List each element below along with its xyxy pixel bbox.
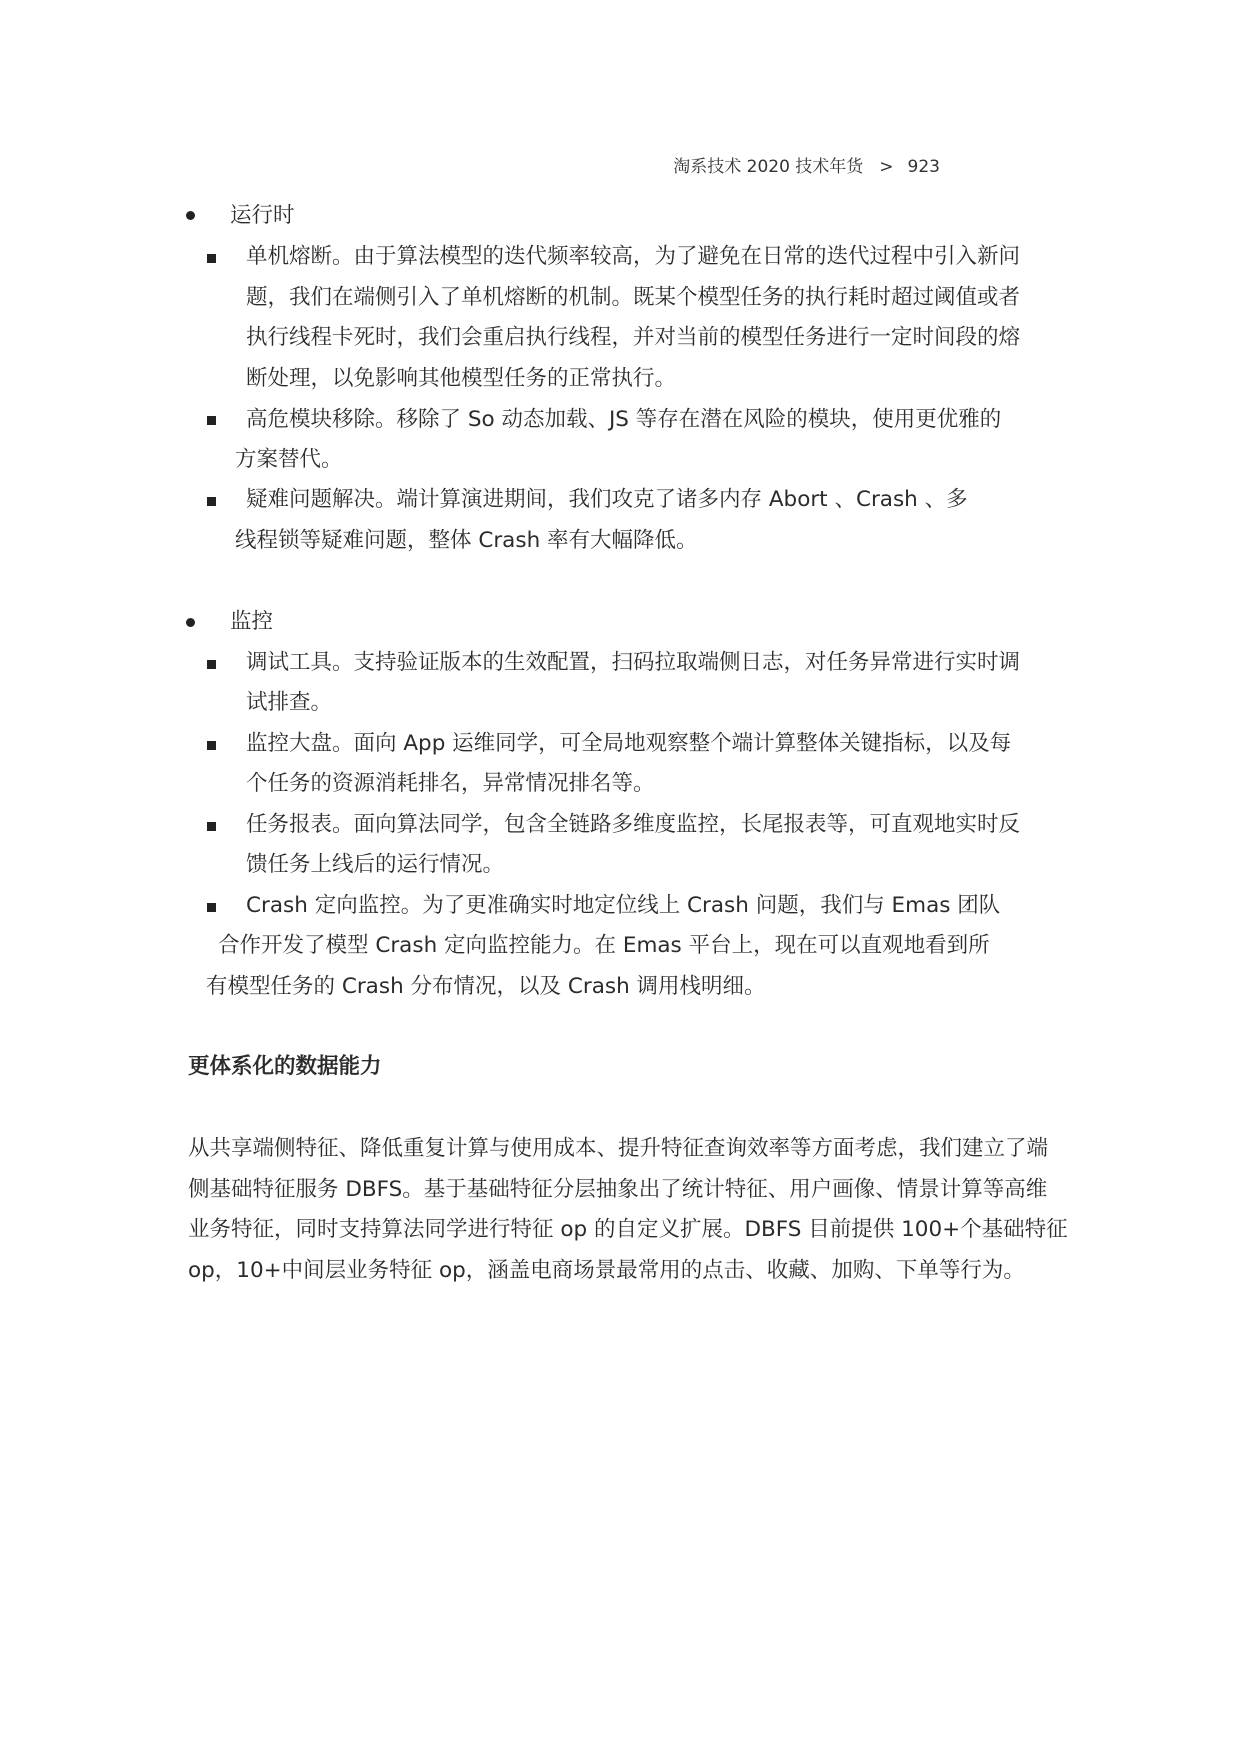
item-line: 调试工具。支持验证版本的生效配置，扫码拉取端侧日志，对任务异常进行实时调 xyxy=(246,650,1021,675)
item-line: 执行线程卡死时，我们会重启执行线程，并对当前的模型任务进行一定时间段的熔 xyxy=(246,325,1021,350)
page-header xyxy=(673,152,940,177)
item-line: 高危模块移除。移除了 So 动态加载、JS 等存在潜在风险的模块，使用更优雅的 xyxy=(246,407,1002,432)
bullet-dot xyxy=(186,211,195,220)
square-bullet xyxy=(207,497,216,506)
square-bullet xyxy=(207,254,216,263)
item-line: 方案替代。 xyxy=(235,447,343,472)
item-line: 馈任务上线后的运行情况。 xyxy=(246,852,505,877)
paragraph-line: 从共享端侧特征、降低重复计算与使用成本、提升特征查询效率等方面考虑，我们建立了端 xyxy=(188,1136,1049,1161)
item-line: 单机熔断。由于算法模型的迭代频率较高，为了避免在日常的迭代过程中引入新问 xyxy=(246,244,1021,269)
square-bullet xyxy=(207,416,216,425)
item-line: 任务报表。面向算法同学，包含全链路多维度监控，长尾报表等，可直观地实时反 xyxy=(246,812,1021,837)
square-bullet xyxy=(207,741,216,750)
item-line: 题，我们在端侧引入了单机熔断的机制。既某个模型任务的执行耗时超过阈值或者 xyxy=(246,285,1021,310)
item-line: 试排查。 xyxy=(246,690,333,715)
page-number: 923 xyxy=(907,157,940,177)
square-bullet xyxy=(207,660,216,669)
item-line: Crash 定向监控。为了更准确实时地定位线上 Crash 问题，我们与 Emas 团队 xyxy=(246,893,1001,918)
item-line: 断处理，以免影响其他模型任务的正常执行。 xyxy=(246,366,677,391)
section-title-runtime: 运行时 xyxy=(230,203,295,228)
square-bullet xyxy=(207,903,216,912)
item-line: 线程锁等疑难问题，整体 Crash 率有大幅降低。 xyxy=(235,528,698,553)
header-title: 淘系技术 2020 技术年货 xyxy=(673,157,864,177)
section-heading: 更体系化的数据能力 xyxy=(188,1054,382,1079)
square-bullet xyxy=(207,822,216,831)
item-line: 有模型任务的 Crash 分布情况，以及 Crash 调用栈明细。 xyxy=(206,974,766,999)
item-line: 合作开发了模型 Crash 定向监控能力。在 Emas 平台上，现在可以直观地看到所 xyxy=(218,933,990,958)
item-line: 监控大盘。面向 App 运维同学，可全局地观察整个端计算整体关键指标，以及每 xyxy=(246,731,1012,756)
paragraph-line: op，10+中间层业务特征 op，涵盖电商场景最常用的点击、收藏、加购、下单等行为。 xyxy=(188,1258,1025,1283)
paragraph-line: 侧基础特征服务 DBFS。基于基础特征分层抽象出了统计特征、用户画像、情景计算等高维 xyxy=(188,1177,1048,1202)
section-title-monitoring: 监控 xyxy=(230,609,274,634)
header-separator: > xyxy=(879,157,894,177)
item-line: 疑难问题解决。端计算演进期间，我们攻克了诸多内存 Abort 、Crash 、多 xyxy=(246,487,968,512)
paragraph-line: 业务特征，同时支持算法同学进行特征 op 的自定义扩展。DBFS 目前提供 100+个基础特征 xyxy=(188,1217,1068,1242)
item-line: 个任务的资源消耗排名，异常情况排名等。 xyxy=(246,771,655,796)
bullet-dot xyxy=(186,618,195,627)
